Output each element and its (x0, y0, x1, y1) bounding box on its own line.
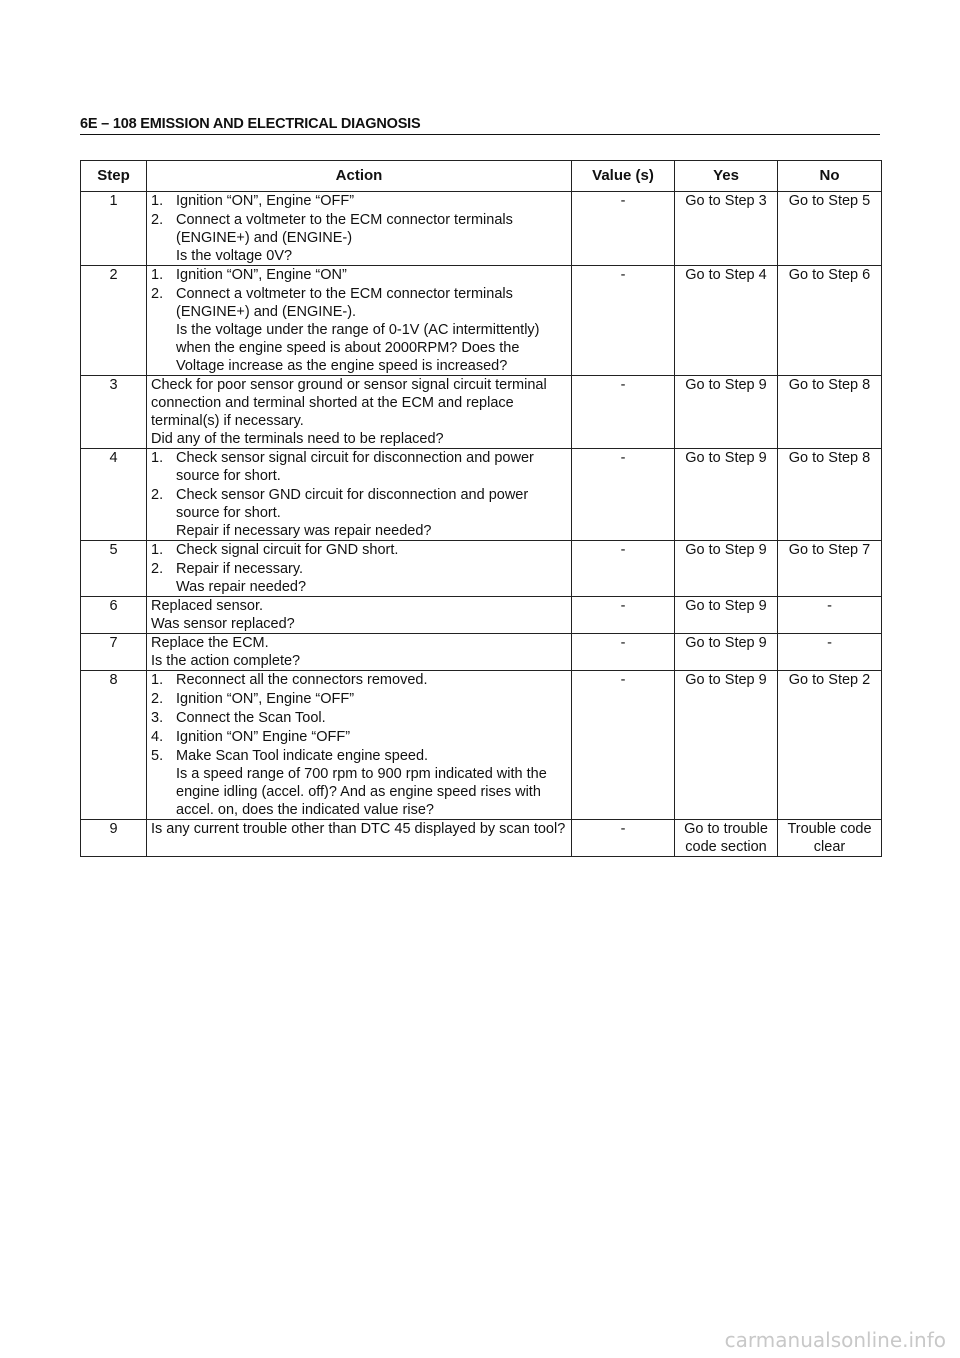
no-cell: Go to Step 6 (778, 266, 882, 376)
value-cell: - (572, 671, 675, 820)
action-cell (147, 597, 572, 634)
step-number: 5 (81, 541, 147, 597)
no-cell: Trouble code clear (778, 820, 882, 857)
table-body (81, 192, 882, 857)
header-no: No (778, 161, 882, 192)
action-list-item (151, 449, 567, 485)
value-cell: - (572, 634, 675, 671)
header-action: Action (147, 161, 572, 192)
action-item-number: 4. (151, 729, 164, 745)
action-item-number: 2. (151, 212, 164, 228)
action-item-text: Ignition “ON” Engine “OFF” (176, 729, 351, 745)
table-row (81, 376, 882, 449)
action-text: Check for poor sensor ground or sensor signal circuit terminal connection and terminal shorted at the ECM and replace terminal(s) if necessary. (151, 377, 547, 429)
action-list-item (151, 560, 567, 578)
table-row (81, 266, 882, 376)
action-list-item (151, 192, 567, 210)
action-cell (147, 376, 572, 449)
value-cell: - (572, 449, 675, 541)
action-text: Replace the ECM. (151, 635, 269, 651)
action-item-text: Check sensor signal circuit for disconnection and power source for short. (176, 450, 534, 484)
no-cell: Go to Step 8 (778, 376, 882, 449)
action-cell (147, 541, 572, 597)
no-cell: - (778, 597, 882, 634)
action-cell (147, 820, 572, 857)
watermark: carmanualsonline.info (724, 1328, 946, 1352)
action-cell (147, 634, 572, 671)
value-cell: - (572, 597, 675, 634)
action-item-number: 3. (151, 710, 164, 726)
action-list-item (151, 266, 567, 284)
action-list-item (151, 747, 567, 765)
yes-cell: Go to Step 9 (675, 449, 778, 541)
yes-cell: Go to Step 9 (675, 597, 778, 634)
action-item-text: Check sensor GND circuit for disconnection and power source for short. (176, 487, 529, 521)
action-text: Is any current trouble other than DTC 45 displayed by scan tool? (151, 821, 566, 837)
action-question: Repair if necessary was repair needed? (176, 523, 432, 539)
yes-cell: Go to Step 9 (675, 541, 778, 597)
action-list-item (151, 541, 567, 559)
step-number: 4 (81, 449, 147, 541)
action-item-number: 2. (151, 561, 164, 577)
action-list-item (151, 486, 567, 522)
no-cell: Go to Step 5 (778, 192, 882, 266)
action-item-text: Connect a voltmeter to the ECM connector terminals (ENGINE+) and (ENGINE-) (176, 212, 513, 246)
value-cell: - (572, 820, 675, 857)
yes-cell: Go to trouble code section (675, 820, 778, 857)
table-row (81, 449, 882, 541)
action-question: Is the voltage 0V? (176, 248, 293, 264)
table-row (81, 634, 882, 671)
action-item-number: 2. (151, 286, 164, 302)
action-item-number: 1. (151, 450, 164, 466)
no-cell: Go to Step 7 (778, 541, 882, 597)
value-cell: - (572, 376, 675, 449)
action-list-item (151, 728, 567, 746)
table-header-row (81, 161, 882, 192)
action-item-number: 5. (151, 748, 164, 764)
value-cell: - (572, 541, 675, 597)
action-item-number: 2. (151, 691, 164, 707)
step-number: 1 (81, 192, 147, 266)
action-list-item (151, 211, 567, 247)
yes-cell: Go to Step 9 (675, 376, 778, 449)
action-item-text: Ignition “ON”, Engine “ON” (176, 267, 347, 283)
step-number: 8 (81, 671, 147, 820)
action-item-number: 1. (151, 193, 164, 209)
table-row (81, 192, 882, 266)
action-cell (147, 449, 572, 541)
yes-cell: Go to Step 9 (675, 634, 778, 671)
action-item-number: 1. (151, 672, 164, 688)
no-cell: - (778, 634, 882, 671)
value-cell: - (572, 266, 675, 376)
yes-cell: Go to Step 3 (675, 192, 778, 266)
action-question: Is a speed range of 700 rpm to 900 rpm indicated with the engine idling (accel. off)? And as engine speed rises with accel. on, does the indicated value rise? (176, 766, 547, 818)
step-number: 2 (81, 266, 147, 376)
step-number: 6 (81, 597, 147, 634)
action-cell (147, 192, 572, 266)
table-row (81, 820, 882, 857)
action-list-item (151, 285, 567, 321)
value-cell: - (572, 192, 675, 266)
action-item-number: 1. (151, 267, 164, 283)
action-item-text: Make Scan Tool indicate engine speed. (176, 748, 429, 764)
action-item-text: Connect the Scan Tool. (176, 710, 326, 726)
table-row (81, 671, 882, 820)
action-list-item (151, 690, 567, 708)
action-text: Is the action complete? (151, 653, 301, 669)
yes-cell: Go to Step 9 (675, 671, 778, 820)
action-list-item (151, 671, 567, 689)
action-text: Was sensor replaced? (151, 616, 295, 632)
action-text: Replaced sensor. (151, 598, 264, 614)
header-value: Value (s) (572, 161, 675, 192)
action-item-number: 1. (151, 542, 164, 558)
action-question: Was repair needed? (176, 579, 307, 595)
header-yes: Yes (675, 161, 778, 192)
no-cell: Go to Step 2 (778, 671, 882, 820)
no-cell: Go to Step 8 (778, 449, 882, 541)
action-text: Did any of the terminals need to be replaced? (151, 431, 444, 447)
table-row (81, 541, 882, 597)
action-item-text: Ignition “ON”, Engine “OFF” (176, 691, 355, 707)
action-item-text: Ignition “ON”, Engine “OFF” (176, 193, 355, 209)
action-item-text: Repair if necessary. (176, 561, 304, 577)
action-cell (147, 266, 572, 376)
action-question: Is the voltage under the range of 0-1V (AC intermittently) when the engine speed is about 2000RPM? Does the Voltage increase as the engine speed is increased? (176, 322, 540, 374)
action-cell (147, 671, 572, 820)
action-item-text: Check signal circuit for GND short. (176, 542, 399, 558)
action-list-item (151, 709, 567, 727)
yes-cell: Go to Step 4 (675, 266, 778, 376)
action-item-text: Reconnect all the connectors removed. (176, 672, 428, 688)
page-header: 6E – 108 EMISSION AND ELECTRICAL DIAGNOSIS (80, 116, 880, 135)
action-item-text: Connect a voltmeter to the ECM connector terminals (ENGINE+) and (ENGINE-). (176, 286, 513, 320)
table-row (81, 597, 882, 634)
action-item-number: 2. (151, 487, 164, 503)
step-number: 7 (81, 634, 147, 671)
step-number: 3 (81, 376, 147, 449)
diagnosis-table (80, 160, 882, 857)
step-number: 9 (81, 820, 147, 857)
header-step: Step (81, 161, 147, 192)
